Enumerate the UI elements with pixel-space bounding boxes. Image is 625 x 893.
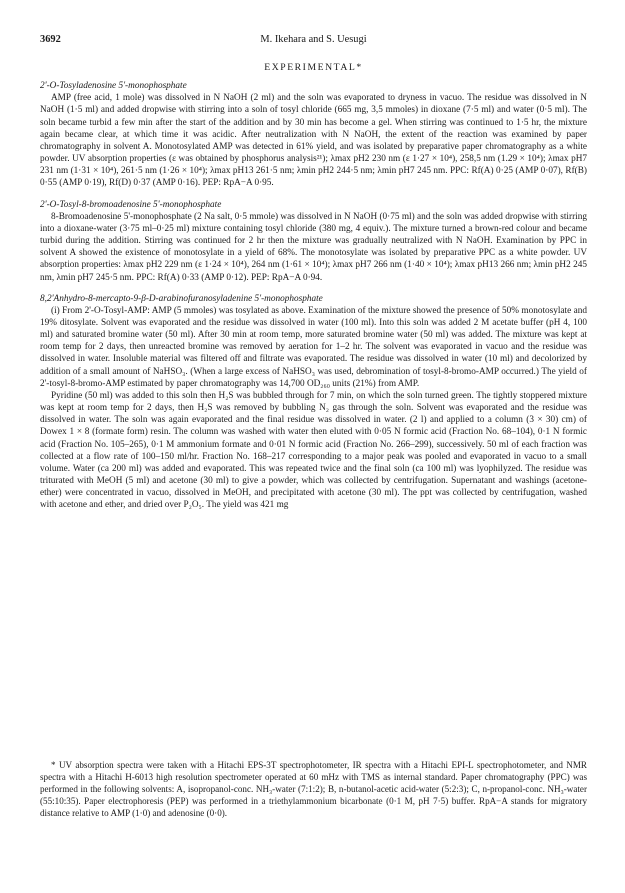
paragraph-tosyl-bromoadenosine: 8-Bromoadenosine 5'-monophosphate (2 Na salt, 0·5 mmole) was dissolved in N NaOH (0·75 ml) and the soln was added dropwise with stirring into a dioxane-water (3·75 ml–0·25 ml) mixture containing tosyl chloride (380 mg, 4 equiv.). The mixture turned a brown-red colour and became turbid during the addition. Stirring was continued for 2 hr then the mixture was gradually neutralized with N NaOH. Examination by PPC in solvent A showed the existence of monotosylate in a yield of 68%. The monotosylate was isolated by preparative PPC as a white powder. UV absorption properties: λmax pH2 229 nm (ε 1·24 × 10⁴), 264 nm (1·61 × 10⁴); λmax pH7 266 nm (1·40 × 10⁴); λmax pH13 266 nm; λmin pH2 245 nm, λmin pH7 245·5 nm. PPC: Rf(A) 0·33 (AMP 0·12). PEP: RpA−A 0·94.: [40, 211, 587, 283]
page-number: 3692: [40, 34, 61, 45]
section-title: EXPERIMENTAL*: [264, 62, 363, 73]
footnote-text: * UV absorption spectra were taken with a Hitachi EPS-3T spectrophotometer, IR spectra with a Hitachi EPI-L spectrophotometer, and NMR spectra with a Hitachi H-6013 high resolution spectrometer operated at 60 mHz with TMS as internal standard. Paper chromatography (PPC) was performed in the following solvents: A, isopropanol-conc. NH₃-water (7:1:2); B, n-butanol-acetic acid-water (5:2:3); C, n-propanol-conc. NH₃-water (55:10:35). Paper electrophoresis (PEP) was performed in a triethylammonium bicarbonate (0·1 M, pH 7·5) buffer. RpA−A stands for migratory distance relative to AMP (1·0) and adenosine (0·0).: [40, 760, 587, 819]
running-head: M. Ikehara and S. Uesugi: [260, 34, 367, 45]
paragraph-pyridine-treatment: Pyridine (50 ml) was added to this soln then H₂S was bubbled through for 7 min, on which the soln turned green. The tightly stoppered mixture was kept at room temp for 2 days, then H₂S was removed by bubbling N₂ gas through the soln. Solvent was evaporated and the residue was dissolved in water. The soln was again evaporated and the final residue was dissolved in water. (2 l) and applied to a column (3 × 30) cm) of Dowex 1 × 8 (formate form) resin. The column was washed with water then eluted with 0·05 N formic acid (Fraction No. 68–104), 0·1 N formic acid (Fraction No. 105–265), 0·1 M ammonium formate and 0·01 N formic acid (Fraction No. 266–299), successively. 50 ml of each fraction was collected at a flow rate of 100–150 ml/hr. Fraction No. 168–217 corresponding to a major peak was pooled and evaporated in vacuo to a small volume. Water (ca 200 ml) was added and evaporated. This was repeated twice and the final soln (ca 100 ml) was lyophilyzed. The residue was triturated with MeOH (5 ml) and acetone (30 ml) to give a powder, which was collected by centrifugation. Supernatant and washings (acetone-ether) were concentrated in vacuo, dissolved in MeOH, and precipitated with acetone (30 ml). The ppt was collected by centrifugation, washed with acetone and ether, and dried over P₂O₅. The yield was 421 mg: [40, 390, 587, 511]
subsection-heading-1: 2'-O-Tosyladenosine 5'-monophosphate: [40, 81, 187, 92]
main-text: [40, 62, 587, 511]
page-header: [40, 34, 587, 48]
footnote: [40, 759, 587, 819]
paragraph-anhydro-synthesis: (i) From 2'-O-Tosyl-AMP: AMP (5 mmoles) was tosylated as above. Examination of the mixture showed the presence of 50% monotosylate and 19% ditosylate. Solvent was evaporated and the residue was dissolved in water (100 ml). Into this soln was added 2 M acetate buffer (pH 4, 100 ml) and saturated bromine water (50 ml). After 30 min at room temp, more saturated bromine water (50 ml) was added. The mixture was kept at room temp for 2 days, then unreacted bromine was removed by aeration for 1–2 hr. The solvent was evaporated in vacuo and the residue was dissolved in water. Insoluble material was filtered off and filtrate was evaporated. The residue was dissolved in water (10 ml) and decolorized by addition of a small amount of NaHSO₃. (When a large excess of NaHSO₃ was used, debromination of tosyl-8-bromo-AMP occurred.) The yield of 2'-tosyl-8-bromo-AMP estimated by paper chromatography was 14,700 OD₂₆₀ units (21%) from AMP.: [40, 305, 587, 389]
paragraph-tosyladenosine: AMP (free acid, 1 mole) was dissolved in N NaOH (2 ml) and the soln was evaporated to dryness in vacuo. The residue was dissolved in N NaOH (1·5 ml) and added dropwise with stirring into a soln of tosyl chloride (665 mg, 3,5 mmoles) in dioxane (7·5 ml) and water (0·5 ml). The soln became turbid a few min after the start of the addition and by 30 min has become a gel. When stirring was continued to 1·5 hr, the mixture again became clear, at which time it was acidic. After neutralization with N NaOH, the extent of the reaction was examined by paper chromatography in solvent A. Monotosylated AMP was detected in 61% yield, and was isolated by preparative paper chromatography as a white powder. UV absorption properties (ε was obtained by phosphorus analysis²¹); λmax pH2 230 nm (ε 1·27 × 10⁴), 258,5 nm (1.29 × 10⁴); λmax pH7 231 nm (1·31 × 10⁴), 261·5 nm (1·26 × 10⁴); λmax pH13 261·5 nm; λmin pH2 244·5 nm; λmin pH7 245 nm. PPC: Rf(A) 0·25 (AMP 0·07), Rf(B) 0·55 (AMP 0·19), Rf(D) 0·37 (AMP 0·16). PEP: RpA−A 0·95.: [40, 93, 587, 189]
subsection-heading-3: 8,2'Anhydro-8-mercapto-9-β-D-arabinofuranosyladenine 5'-monophosphate: [40, 293, 323, 304]
subsection-heading-2: 2'-O-Tosyl-8-bromoadenosine 5'-monophosphate: [40, 199, 222, 210]
